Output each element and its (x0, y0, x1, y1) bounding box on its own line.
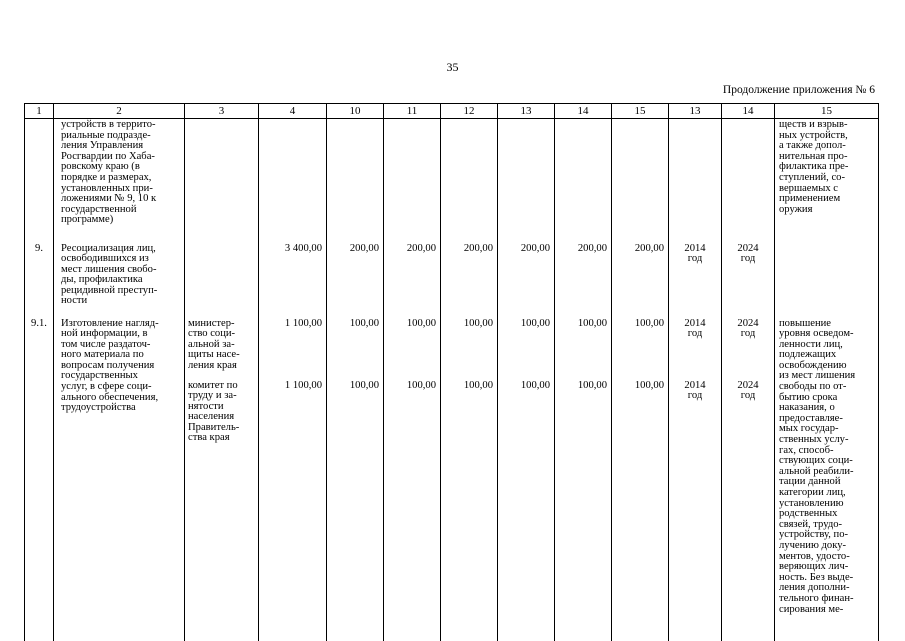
header-cell: 1 (25, 104, 54, 119)
value-cell: 100,00 (384, 319, 441, 381)
expected-result: повышение уровня осведом- ленности лиц, подлежащих освобождению из мест лишения свободы по от- бытию срока наказания, о предоставляе- мых государ- ственных услу- гах, способ- ствующих соци- альной реабили- тации данной категории лиц, установлению родственных связей, трудо- устройству, по- лучению доку- ментов, удосто- веряющих лич- ность. Без выде- ления дополни- тельного финан- сирования ме- (775, 319, 879, 641)
value-cell: 100,00 (555, 319, 612, 381)
table-row-9-1 (25, 319, 879, 381)
total-value: 3 400,00 (259, 244, 327, 319)
continuation-label: Продолжение приложения № 6 (722, 84, 875, 96)
start-year: 2014 год (669, 319, 722, 381)
header-cell: 13 (498, 104, 555, 119)
header-cell: 4 (259, 104, 327, 119)
value-cell: 200,00 (612, 244, 669, 319)
end-year: 2024 год (722, 381, 775, 641)
header-cell: 2 (54, 104, 185, 119)
executor-name: комитет по труду и за- нятости населения Правитель- ства края (185, 381, 259, 641)
value-cell: 100,00 (612, 381, 669, 641)
header-cell: 14 (722, 104, 775, 119)
value-cell: 200,00 (384, 244, 441, 319)
measure-text: Изготовление нагляд- ной информации, в том числе раздаточ- ного материала по вопросам получения государственных услуг, в сфере соци- ального обеспечения, трудоустройства (54, 319, 185, 641)
value-cell: 100,00 (612, 319, 669, 381)
header-cell: 11 (384, 104, 441, 119)
header-cell: 15 (612, 104, 669, 119)
header-cell: 12 (441, 104, 498, 119)
executor-name: министер- ство соци- альной за- щиты насе- ления края (185, 319, 259, 381)
header-cell: 3 (185, 104, 259, 119)
expected-result: ществ и взрыв- ных устройств, а также допол- нительная про- филактика пре- ступлений, со- вершаемых с применением оружия (775, 119, 879, 244)
measure-text: Ресоциализация лиц, освободившихся из мест лишения свобо- ды, профилактика рецидивной преступ- ности (54, 244, 185, 319)
value-cell: 100,00 (441, 381, 498, 641)
value-cell: 100,00 (327, 319, 384, 381)
total-value: 1 100,00 (259, 319, 327, 381)
end-year: 2024 год (722, 319, 775, 381)
value-cell: 100,00 (327, 381, 384, 641)
row-index: 9. (25, 244, 54, 319)
program-table (24, 103, 879, 641)
value-cell: 200,00 (327, 244, 384, 319)
end-year: 2024 год (722, 244, 775, 319)
total-value: 1 100,00 (259, 381, 327, 641)
table-row-9 (25, 244, 879, 319)
value-cell: 100,00 (441, 319, 498, 381)
start-year: 2014 год (669, 381, 722, 641)
value-cell: 200,00 (498, 244, 555, 319)
header-cell: 13 (669, 104, 722, 119)
header-row (25, 104, 879, 119)
row-index: 9.1. (25, 319, 54, 641)
value-cell: 100,00 (498, 381, 555, 641)
table-row-continued (25, 119, 879, 244)
start-year: 2014 год (669, 244, 722, 319)
value-cell: 100,00 (555, 381, 612, 641)
value-cell: 100,00 (498, 319, 555, 381)
header-cell: 15 (775, 104, 879, 119)
header-cell: 10 (327, 104, 384, 119)
value-cell: 100,00 (384, 381, 441, 641)
measure-text: устройств в террито- риальные подразде- ления Управления Росгвардии по Хаба- ровскому краю (в порядке и размерах, установленных при- ложениями № 9, 10 к государственной программе) (54, 119, 185, 244)
value-cell: 200,00 (441, 244, 498, 319)
value-cell: 200,00 (555, 244, 612, 319)
header-cell: 14 (555, 104, 612, 119)
page-number: 35 (446, 60, 459, 74)
